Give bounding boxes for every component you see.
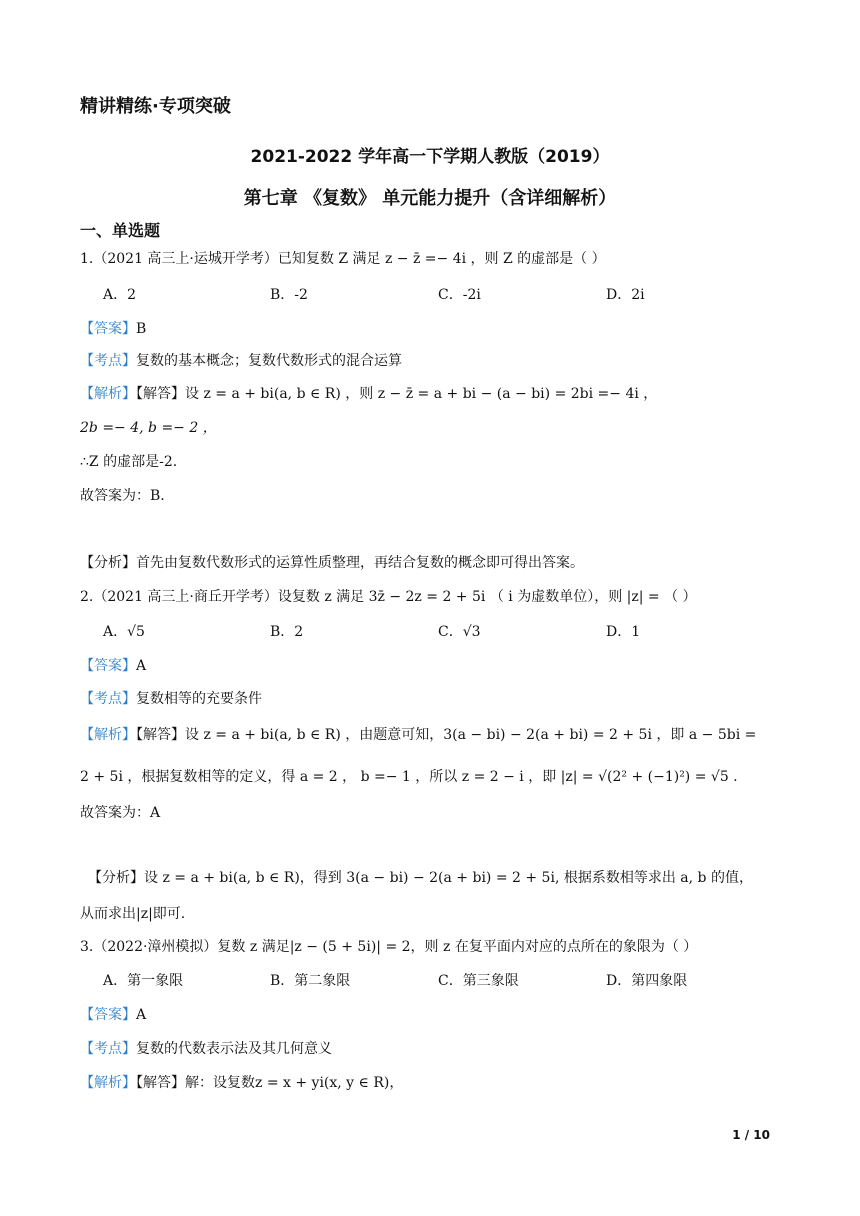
doc-title-line1: 2021-2022 学年高一下学期人教版（2019） xyxy=(250,147,610,167)
section-heading: 一、单选题 xyxy=(80,221,161,240)
q3-answer xyxy=(80,1004,146,1024)
q1-answer xyxy=(80,318,146,338)
answer-value: A xyxy=(136,1007,147,1023)
q2-analysis-line2: 2 + 5i ，根据复数相等的定义，得 a = 2 ， b =− 1 ，所以 z = 2 − i ，即 |z| = √(2² + (−1)²) = √5 . xyxy=(80,769,738,785)
answer-value: A xyxy=(136,658,147,674)
q3-option-a: A．第一象限 xyxy=(103,973,184,989)
q2-analysis xyxy=(80,724,756,744)
answer-tag: 【答案】 xyxy=(80,1007,136,1023)
q1-option-a: A．2 xyxy=(103,287,137,303)
q1-analysis-line3: ∴Z 的虚部是-2. xyxy=(80,454,178,470)
q2-option-d: D．1 xyxy=(606,624,641,640)
q3-stem: 3.（2022·漳州模拟）复数 z 满足|z − (5 + 5i)| = 2，则 z 在复平面内对应的点所在的象限为（ ） xyxy=(80,939,698,955)
point-tag: 【考点】 xyxy=(80,691,136,707)
q1-analysis-line4: 故答案为：B. xyxy=(80,488,165,504)
q2-answer xyxy=(80,655,146,675)
analysis-tag: 【解析】 xyxy=(80,386,136,402)
doc-title-line2: 第七章 《复数》 单元能力提升（含详细解析） xyxy=(243,188,617,209)
q3-option-d: D．第四象限 xyxy=(606,973,688,989)
analysis-text: 【解答】设 z = a + bi(a, b ∈ R) ，则 z − z̄ = a + bi − (a − bi) = 2bi =− 4i ， xyxy=(136,386,658,402)
q1-analysis-line2: 2b =− 4, b =− 2 ， xyxy=(80,420,217,436)
q2-analysis-line3: 故答案为：A xyxy=(80,805,161,821)
q1-option-c: C．-2i xyxy=(438,287,481,303)
point-tag: 【考点】 xyxy=(80,353,136,369)
q2-option-a: A．√5 xyxy=(103,624,145,640)
analysis-tag: 【解析】 xyxy=(80,1075,136,1091)
q3-analysis xyxy=(80,1072,403,1092)
q1-option-b: B．-2 xyxy=(270,287,308,303)
analysis-text: 【解答】解：设复数z = x + yi(x, y ∈ R)， xyxy=(136,1075,404,1091)
point-tag: 【考点】 xyxy=(80,1041,136,1057)
answer-value: B xyxy=(136,321,147,337)
answer-tag: 【答案】 xyxy=(80,658,136,674)
q1-analysis xyxy=(80,383,657,403)
q2-option-c: C．√3 xyxy=(438,624,481,640)
analysis-text: 【解答】设 z = a + bi(a, b ∈ R) ，由题意可知，3(a − bi) − 2(a + bi) = 2 + 5i ，即 a − 5bi = xyxy=(136,727,757,743)
answer-tag: 【答案】 xyxy=(80,321,136,337)
q2-summary-line1: 【分析】设 z = a + bi(a, b ∈ R)，得到 3(a − bi) − 2(a + bi) = 2 + 5i, 根据系数相等求出 a, b 的值， xyxy=(88,870,753,886)
q2-option-b: B．2 xyxy=(270,624,304,640)
q1-option-d: D．2i xyxy=(606,287,645,303)
point-text: 复数的代数表示法及其几何意义 xyxy=(136,1041,332,1057)
doc-header: 精讲精练·专项突破 xyxy=(80,96,231,117)
q1-stem: 1.（2021 高三上·运城开学考）已知复数 Z 满足 z − z̄ =− 4i ，则 Z 的虚部是（ ） xyxy=(80,251,606,267)
page-number: 1 / 10 xyxy=(732,1128,770,1142)
point-text: 复数的基本概念；复数代数形式的混合运算 xyxy=(136,353,402,369)
analysis-tag: 【解析】 xyxy=(80,727,136,743)
q3-option-b: B．第二象限 xyxy=(270,973,351,989)
q3-option-c: C．第三象限 xyxy=(438,973,519,989)
q2-summary-line2: 从而求出|z|即可. xyxy=(80,906,186,922)
point-text: 复数相等的充要条件 xyxy=(136,691,262,707)
q1-point xyxy=(80,350,402,370)
q2-point xyxy=(80,688,262,708)
q3-point xyxy=(80,1038,332,1058)
q2-stem: 2.（2021 高三上·商丘开学考）设复数 z 满足 3z̄ − 2z = 2 + 5i （ i 为虚数单位），则 |z| = （ ） xyxy=(80,589,697,605)
q1-summary: 【分析】首先由复数代数形式的运算性质整理，再结合复数的概念即可得出答案。 xyxy=(80,555,584,571)
